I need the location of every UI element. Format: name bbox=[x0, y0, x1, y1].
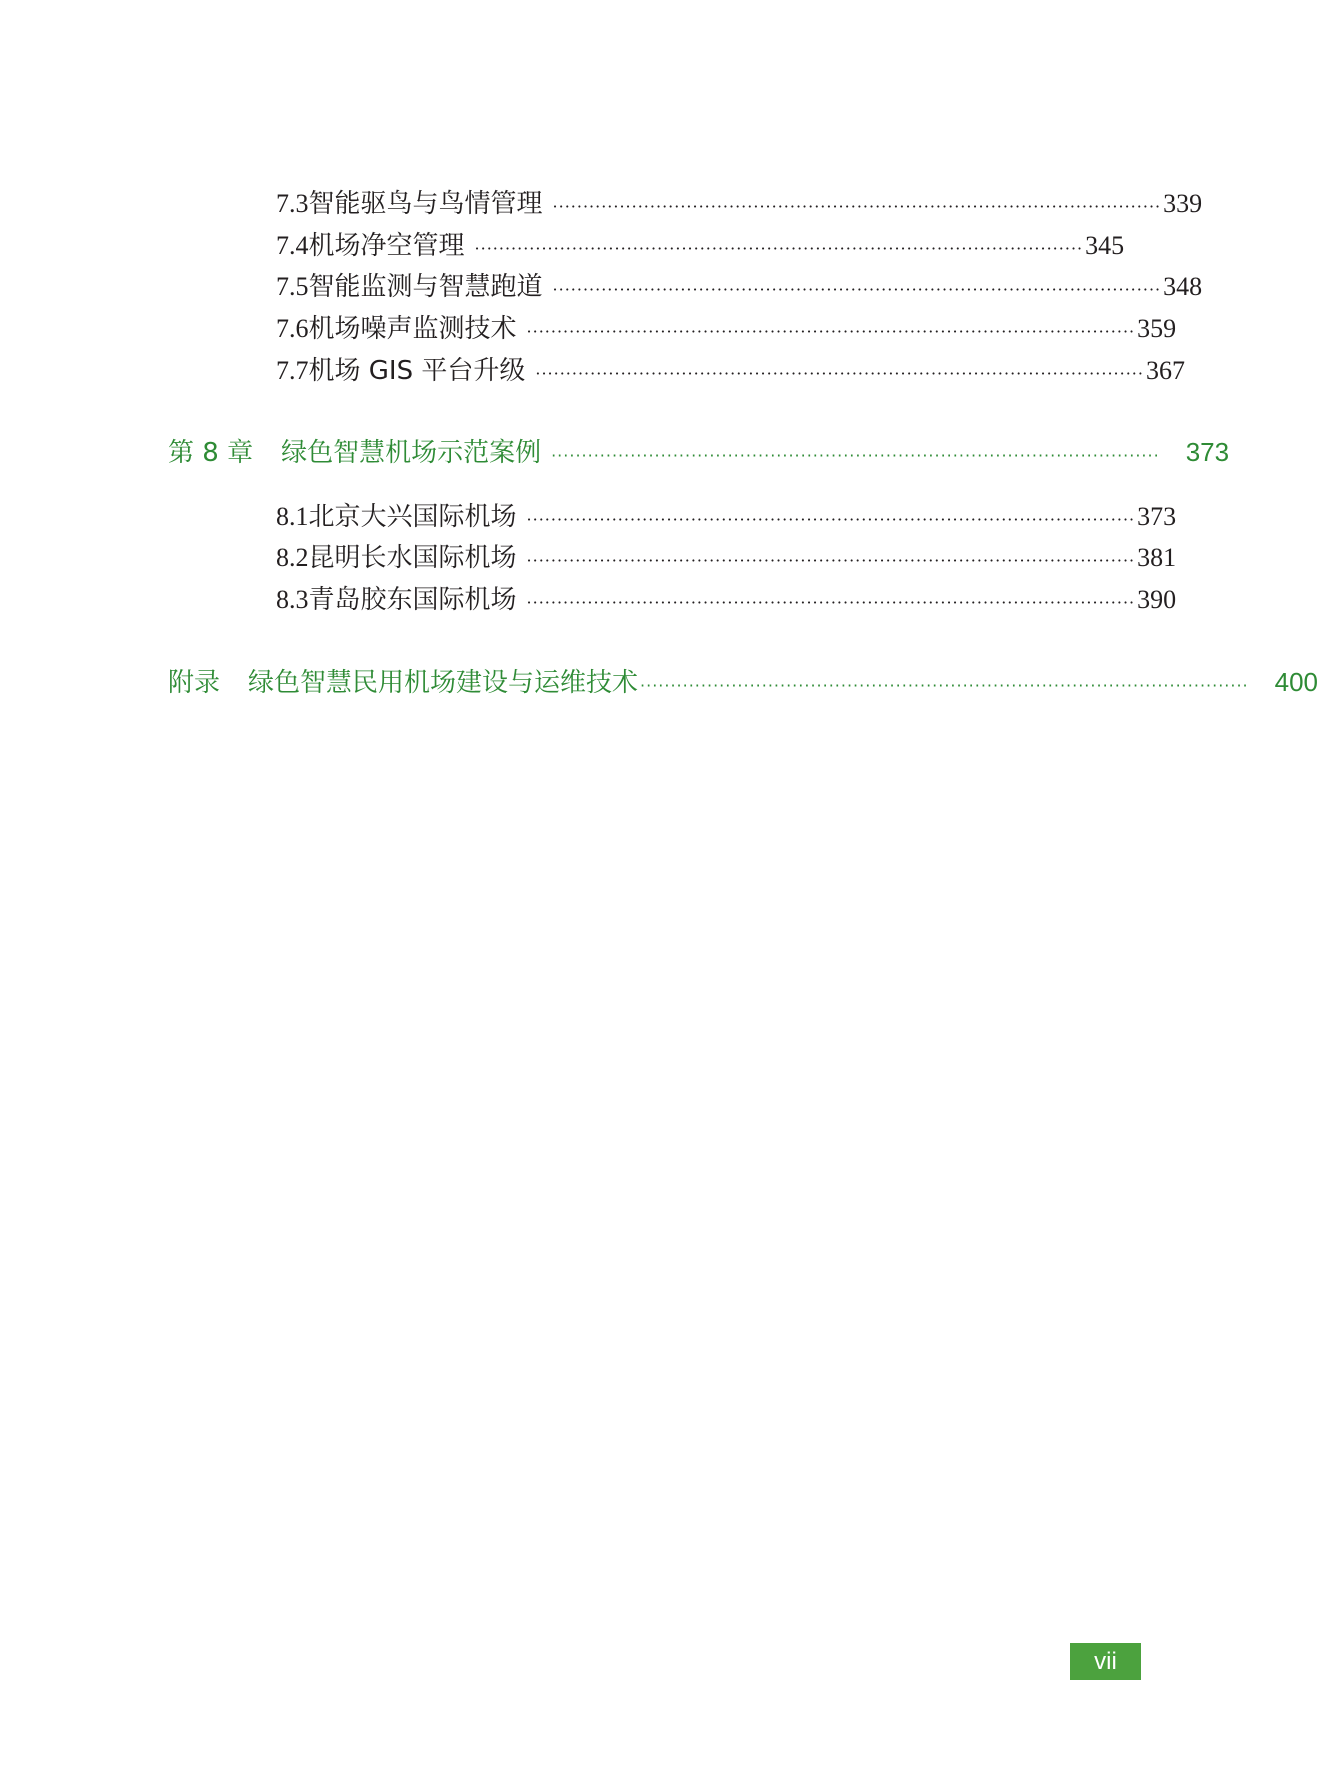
page-number: 390 bbox=[1137, 585, 1177, 614]
appendix-title: 绿色智慧民用机场建设与运维技术 bbox=[248, 668, 639, 698]
section-number: 7.6 bbox=[276, 314, 309, 343]
section-title: 智能驱鸟与鸟情管理 bbox=[308, 189, 543, 219]
section-number: 8.1 bbox=[276, 502, 309, 531]
section-title: 智能监测与智慧跑道 bbox=[308, 272, 543, 302]
chapter-label: 第 8 章 bbox=[168, 438, 254, 468]
section-number: 7.3 bbox=[276, 189, 309, 218]
section-title: 北京大兴国际机场 bbox=[308, 502, 517, 532]
toc-entry-8-3[interactable] bbox=[276, 579, 1177, 616]
section-number: 8.2 bbox=[276, 543, 309, 572]
page-number: 381 bbox=[1137, 543, 1177, 572]
toc-entry-7-6[interactable] bbox=[276, 308, 1177, 345]
page-number: 339 bbox=[1163, 189, 1203, 218]
toc-chapter-8[interactable] bbox=[168, 432, 1230, 469]
section-title: 昆明长水国际机场 bbox=[308, 543, 517, 573]
section-number: 7.5 bbox=[276, 272, 309, 301]
toc-entry-7-4[interactable] bbox=[276, 225, 1125, 262]
page-number: 345 bbox=[1085, 231, 1125, 260]
page-folio: vii bbox=[1070, 1643, 1141, 1680]
dot-leader: ···································································································· bbox=[552, 280, 1162, 299]
dot-leader: ···································································································· bbox=[474, 239, 1084, 258]
page-number: 348 bbox=[1163, 272, 1203, 301]
toc-entry-7-5[interactable] bbox=[276, 266, 1203, 303]
toc-appendix[interactable] bbox=[168, 662, 1318, 699]
dot-leader: ···································································································· bbox=[552, 197, 1162, 216]
page-number: 400 bbox=[1274, 667, 1318, 697]
section-title: 机场净空管理 bbox=[308, 231, 465, 261]
toc-entry-7-3[interactable] bbox=[276, 183, 1203, 220]
page-number: 367 bbox=[1145, 356, 1185, 385]
chapter-title: 绿色智慧机场示范案例 bbox=[281, 438, 542, 468]
dot-leader: ···································································································· bbox=[526, 551, 1136, 570]
appendix-label: 附录 bbox=[168, 668, 221, 698]
section-title: 青岛胶东国际机场 bbox=[308, 585, 517, 615]
dot-leader: ···································································································· bbox=[526, 593, 1136, 612]
dot-leader: ···································································································· bbox=[526, 510, 1136, 529]
dot-leader: ···································································································· bbox=[535, 364, 1144, 383]
dot-leader: ···································································································· bbox=[640, 676, 1249, 695]
section-number: 8.3 bbox=[276, 585, 309, 614]
dot-leader: ···································································································· bbox=[551, 446, 1160, 465]
toc-entry-8-1[interactable] bbox=[276, 496, 1177, 533]
toc-entry-7-7[interactable] bbox=[276, 350, 1185, 387]
page-number: 373 bbox=[1185, 437, 1230, 467]
toc-entry-8-2[interactable] bbox=[276, 537, 1177, 574]
dot-leader: ···································································································· bbox=[526, 322, 1136, 341]
section-title: 机场 GIS 平台升级 bbox=[308, 356, 526, 386]
page-number: 373 bbox=[1137, 502, 1177, 531]
section-number: 7.4 bbox=[276, 231, 309, 260]
page-number: 359 bbox=[1137, 314, 1177, 343]
section-number: 7.7 bbox=[276, 356, 309, 385]
section-title: 机场噪声监测技术 bbox=[308, 314, 517, 344]
